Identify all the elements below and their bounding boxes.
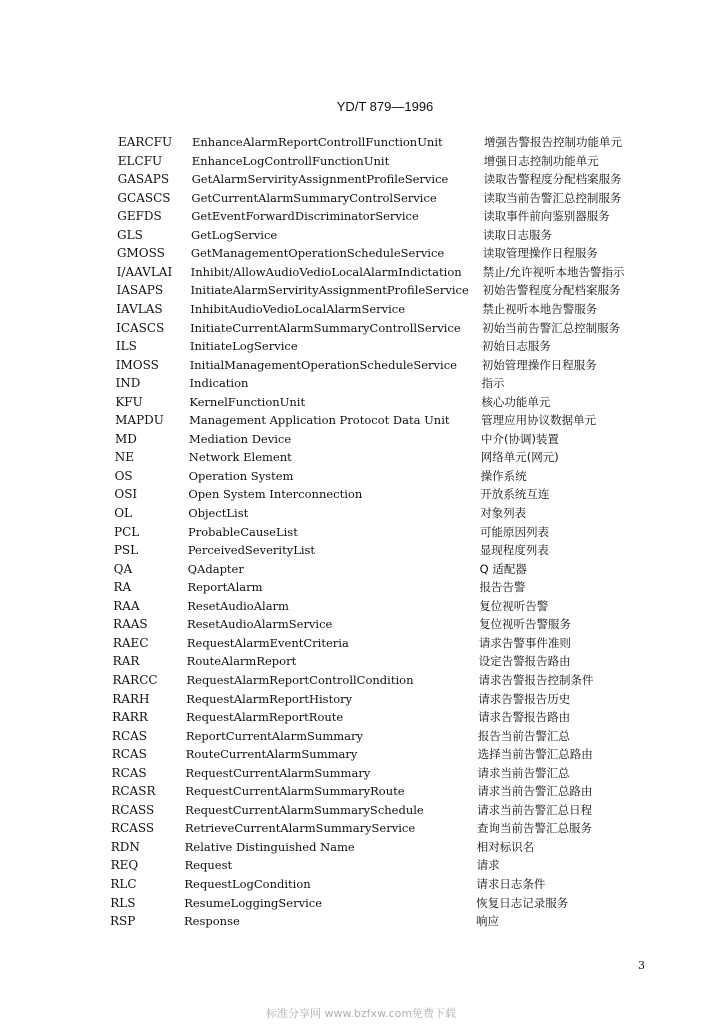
full-name: EnhanceAlarmReportControllFunctionUnit xyxy=(192,135,443,149)
abbreviation: EARCFU xyxy=(118,135,173,149)
abbreviation: RCASR xyxy=(111,784,156,799)
abbreviation: MD xyxy=(114,431,137,446)
document-header: YD/T 879—1996 xyxy=(336,99,434,114)
abbreviation: RA xyxy=(113,580,132,595)
full-name: RequestLogCondition xyxy=(184,877,311,891)
chinese-name: 请求当前告警汇总日程 xyxy=(477,802,593,817)
full-name: InitialManagementOperationScheduleService xyxy=(189,357,457,372)
full-name: RequestAlarmReportHistory xyxy=(186,691,353,706)
chinese-name: 响应 xyxy=(476,914,500,929)
full-name: Request xyxy=(184,858,233,873)
full-name: GetEventForwardDiscriminatorService xyxy=(191,209,419,224)
full-name: ReportAlarm xyxy=(187,580,263,595)
chinese-name: 禁止视听本地告警服务 xyxy=(482,301,598,316)
abbreviation: OL xyxy=(114,506,132,520)
full-name: InitiateAlarmServirityAssignmentProfileService xyxy=(190,283,469,298)
abbreviation: IAVLAS xyxy=(116,301,163,316)
abbreviation: ILS xyxy=(115,339,137,354)
full-name: ResumeLoggingService xyxy=(184,895,323,910)
abbreviation: RCASS xyxy=(110,821,155,836)
abbreviation: REQ xyxy=(110,858,139,873)
full-name: RequestAlarmReportRoute xyxy=(186,710,344,725)
abbreviation: RLC xyxy=(110,877,137,891)
chinese-name: 请求告警报告控制条件 xyxy=(478,672,594,687)
chinese-name: 中介(协调)装置 xyxy=(480,431,559,446)
abbreviation: OS xyxy=(114,468,133,483)
chinese-name: 恢复日志记录服务 xyxy=(476,895,569,910)
full-name: GetManagementOperationScheduleService xyxy=(190,246,445,261)
chinese-name: 设定告警报告路由 xyxy=(478,654,571,669)
full-name: RouteAlarmReport xyxy=(186,654,297,669)
full-name: Inhibit/AllowAudioVedioLocalAlarmIndictation xyxy=(190,264,462,279)
abbreviation: RAR xyxy=(112,654,140,669)
abbreviation: RARH xyxy=(112,691,150,706)
chinese-name: 指示 xyxy=(481,376,505,391)
abbreviation: IASAPS xyxy=(116,283,164,298)
abbreviation: ELCFU xyxy=(117,153,163,168)
full-name: KernelFunctionUnit xyxy=(189,394,306,409)
chinese-name: 查询当前告警汇总服务 xyxy=(476,821,592,836)
chinese-name: 报告当前告警汇总 xyxy=(477,728,570,743)
chinese-name: 报告告警 xyxy=(479,580,526,595)
chinese-name: 读取当前告警汇总控制服务 xyxy=(483,190,622,205)
abbreviation: RCAS xyxy=(111,765,147,780)
chinese-name: 请求告警报告历史 xyxy=(478,691,571,706)
chinese-name: 请求告警报告路由 xyxy=(478,710,571,725)
abbreviation: RAAS xyxy=(113,617,148,632)
chinese-name: 读取管理操作日程服务 xyxy=(482,246,598,261)
chinese-name: 初始日志服务 xyxy=(481,339,551,354)
chinese-name: 相对标识名 xyxy=(476,839,535,854)
abbreviation: MAPDU xyxy=(115,413,164,428)
abbreviation: GASAPS xyxy=(117,172,170,187)
full-name: ProbableCauseList xyxy=(188,524,298,539)
chinese-name: 初始告警程度分配档案服务 xyxy=(482,283,621,298)
full-name: ReportCurrentAlarmSummary xyxy=(185,728,363,743)
abbreviation: RAEC xyxy=(112,635,149,650)
abbreviation: I/AAVLAI xyxy=(116,264,173,279)
chinese-name: 显现程度列表 xyxy=(479,543,549,558)
chinese-name: 请求当前告警汇总 xyxy=(477,765,570,780)
chinese-name: 增强日志控制功能单元 xyxy=(483,153,599,168)
page-number: 3 xyxy=(638,959,645,972)
full-name: InitiateLogService xyxy=(189,339,298,354)
abbreviation: NE xyxy=(114,450,135,465)
chinese-name: 读取事件前向鉴别器服务 xyxy=(483,209,610,224)
abbreviation: PCL xyxy=(114,524,140,539)
full-name: GetCurrentAlarmSummaryControlService xyxy=(191,190,437,205)
full-name: QAdapter xyxy=(187,561,244,576)
full-name: Open System Interconnection xyxy=(188,487,363,502)
chinese-name: 选择当前告警汇总路由 xyxy=(477,747,593,762)
full-name: InitiateCurrentAlarmSummaryControllService xyxy=(190,320,461,335)
full-name: Response xyxy=(184,914,240,929)
full-name: RouteCurrentAlarmSummary xyxy=(185,747,358,762)
full-name: RequestCurrentAlarmSummary xyxy=(185,765,371,780)
chinese-name: 初始管理操作日程服务 xyxy=(481,357,597,372)
abbreviation: IMOSS xyxy=(115,357,159,372)
abbreviation: RARCC xyxy=(112,672,158,687)
full-name: EnhanceLogControllFunctionUnit xyxy=(191,153,390,168)
chinese-name: 复位视听告警服务 xyxy=(479,617,572,632)
abbreviation: ICASCS xyxy=(116,320,165,335)
abbreviation: GCASCS xyxy=(117,190,171,205)
full-name: RequestAlarmEventCriteria xyxy=(186,635,349,650)
chinese-name: 可能原因列表 xyxy=(480,524,549,539)
full-name: Indication xyxy=(189,376,249,391)
full-name: RequestAlarmReportControllCondition xyxy=(186,672,414,687)
full-name: ResetAudioAlarm xyxy=(187,598,289,613)
chinese-name: 开放系统互连 xyxy=(480,487,550,502)
abbreviation: RCAS xyxy=(111,728,148,743)
abbreviation: GEFDS xyxy=(117,209,162,224)
abbreviation: RLS xyxy=(110,895,136,910)
chinese-name: 禁止/允许视听本地告警指示 xyxy=(482,264,625,279)
chinese-name: 读取日志服务 xyxy=(483,227,553,242)
full-name: ObjectList xyxy=(188,506,249,520)
abbreviation: RDN xyxy=(110,839,140,854)
abbreviation: GMOSS xyxy=(116,246,165,261)
chinese-name: 网络单元(网元) xyxy=(480,450,559,465)
chinese-name: 请求告警事件准则 xyxy=(478,635,571,650)
chinese-name: 请求当前告警汇总路由 xyxy=(477,784,593,799)
abbreviation: OSI xyxy=(114,487,138,502)
abbreviation: RARR xyxy=(112,710,148,725)
abbreviation: GLS xyxy=(117,227,143,242)
full-name: GetLogService xyxy=(191,227,278,242)
full-name: Operation System xyxy=(188,468,294,483)
chinese-name: 管理应用协议数据单元 xyxy=(481,413,597,428)
abbreviation: KFU xyxy=(115,394,143,409)
chinese-name: 复位视听告警 xyxy=(479,598,549,613)
full-name: PerceivedSeverityList xyxy=(187,543,316,558)
chinese-name: Q 适配器 xyxy=(479,561,527,576)
full-name: GetAlarmServirityAssignmentProfileService xyxy=(191,172,449,187)
full-name: Management Application Protocot Data Unit xyxy=(189,413,450,428)
chinese-name: 初始当前告警汇总控制服务 xyxy=(482,320,621,335)
full-name: Network Element xyxy=(188,450,292,465)
abbreviation: RSP xyxy=(110,914,136,929)
abbreviation: QA xyxy=(113,561,133,576)
full-name: Mediation Device xyxy=(188,431,292,446)
full-name: InhibitAudioVedioLocalAlarmService xyxy=(190,301,406,316)
chinese-name: 对象列表 xyxy=(480,506,527,520)
footer-watermark: 标准分享网 www.bzfxw.com免费下载 xyxy=(265,1007,457,1020)
chinese-name: 操作系统 xyxy=(480,468,527,483)
full-name: RetrieveCurrentAlarmSummaryService xyxy=(184,821,416,836)
full-name: RequestCurrentAlarmSummarySchedule xyxy=(185,802,424,817)
abbreviation: PSL xyxy=(113,543,139,558)
chinese-name: 请求 xyxy=(476,858,500,873)
chinese-name: 核心功能单元 xyxy=(481,394,551,409)
full-name: RequestCurrentAlarmSummaryRoute xyxy=(185,784,405,799)
abbreviation: RCASS xyxy=(111,802,155,817)
abbreviation: RCAS xyxy=(111,747,147,762)
chinese-name: 增强告警报告控制功能单元 xyxy=(484,135,622,149)
chinese-name: 请求日志条件 xyxy=(476,877,546,891)
abbreviation: RAA xyxy=(113,598,140,613)
full-name: ResetAudioAlarmService xyxy=(187,617,333,632)
full-name: Relative Distinguished Name xyxy=(184,839,355,854)
chinese-name: 读取告警程度分配档案服务 xyxy=(483,172,622,187)
abbreviation: IND xyxy=(115,376,141,391)
